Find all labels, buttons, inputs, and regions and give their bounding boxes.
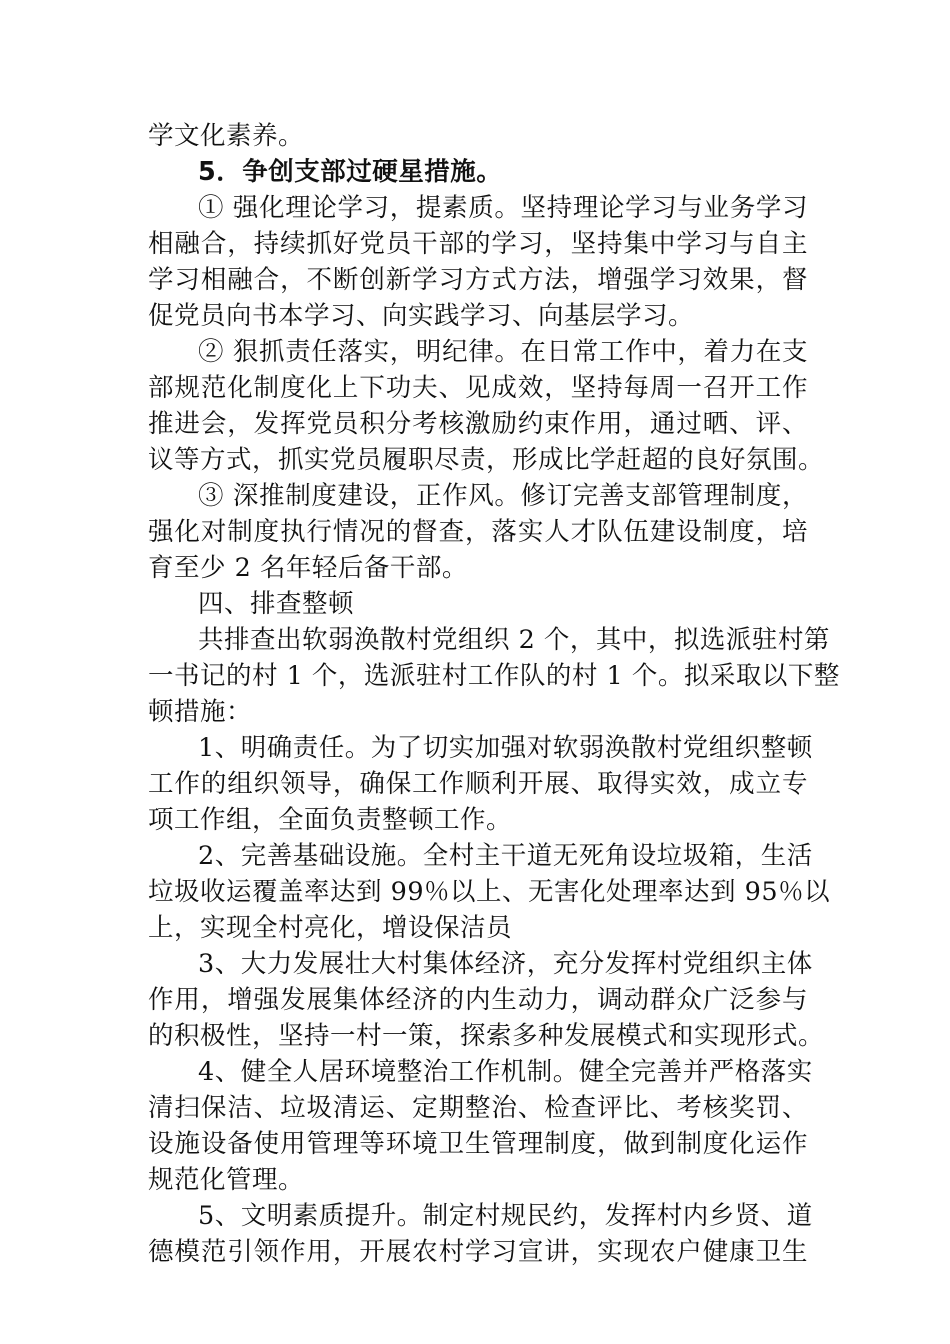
text-line: 德模范引领作用，开展农村学习宣讲，实现农户健康卫生	[148, 1237, 808, 1267]
text-line: ① 强化理论学习，提素质。坚持理论学习与业务学习	[198, 193, 808, 223]
text-line: 垃圾收运覆盖率达到 99％以上、无害化处理率达到 95％以	[148, 877, 831, 907]
text-line: ② 狠抓责任落实，明纪律。在日常工作中，着力在支	[198, 337, 808, 367]
text-line: 5、文明素质提升。制定村规民约，发挥村内乡贤、道	[198, 1201, 813, 1231]
text-line: 推进会，发挥党员积分考核激励约束作用，通过晒、评、	[148, 409, 808, 439]
text-line: 顿措施：	[148, 697, 253, 727]
text-line: 设施设备使用管理等环境卫生管理制度，做到制度化运作	[148, 1129, 808, 1159]
text-line: 规范化管理。	[148, 1165, 305, 1195]
text-line: 部规范化制度化上下功夫、见成效，坚持每周一召开工作	[148, 373, 808, 403]
text-line: 促党员向书本学习、向实践学习、向基层学习。	[148, 301, 695, 331]
text-line: 上，实现全村亮化，增设保洁员	[148, 913, 513, 943]
text-line: 学习相融合，不断创新学习方式方法，增强学习效果，督	[148, 265, 808, 295]
text-line: ③ 深推制度建设，正作风。修订完善支部管理制度，	[198, 481, 808, 511]
text-line: 共排查出软弱涣散村党组织 2 个，其中，拟选派驻村第	[198, 625, 830, 655]
section-heading: 四、排查整顿	[198, 589, 355, 619]
text-line: 清扫保洁、垃圾清运、定期整治、检查评比、考核奖罚、	[148, 1093, 808, 1123]
text-line: 1、明确责任。为了切实加强对软弱涣散村党组织整顿	[198, 733, 813, 763]
text-line: 育至少 2 名年轻后备干部。	[148, 553, 468, 583]
text-line: 相融合，持续抓好党员干部的学习，坚持集中学习与自主	[148, 229, 808, 259]
text-line: 作用，增强发展集体经济的内生动力，调动群众广泛参与	[148, 985, 808, 1015]
text-line: 项工作组，全面负责整顿工作。	[148, 805, 513, 835]
text-line: 工作的组织领导，确保工作顺利开展、取得实效，成立专	[148, 769, 808, 799]
section-heading: 5．争创支部过硬星措施。	[198, 157, 503, 187]
text-line: 一书记的村 1 个，选派驻村工作队的村 1 个。拟采取以下整	[148, 661, 840, 691]
text-line: 的积极性，坚持一村一策，探索多种发展模式和实现形式。	[148, 1021, 825, 1051]
text-line: 学文化素养。	[148, 121, 305, 151]
text-line: 强化对制度执行情况的督查，落实人才队伍建设制度，培	[148, 517, 808, 547]
text-line: 议等方式，抓实党员履职尽责，形成比学赶超的良好氛围。	[148, 445, 825, 475]
text-line: 3、大力发展壮大村集体经济，充分发挥村党组织主体	[198, 949, 813, 979]
text-line: 4、健全人居环境整治工作机制。健全完善并严格落实	[198, 1057, 813, 1087]
text-line: 2、完善基础设施。全村主干道无死角设垃圾箱，生活	[198, 841, 813, 871]
